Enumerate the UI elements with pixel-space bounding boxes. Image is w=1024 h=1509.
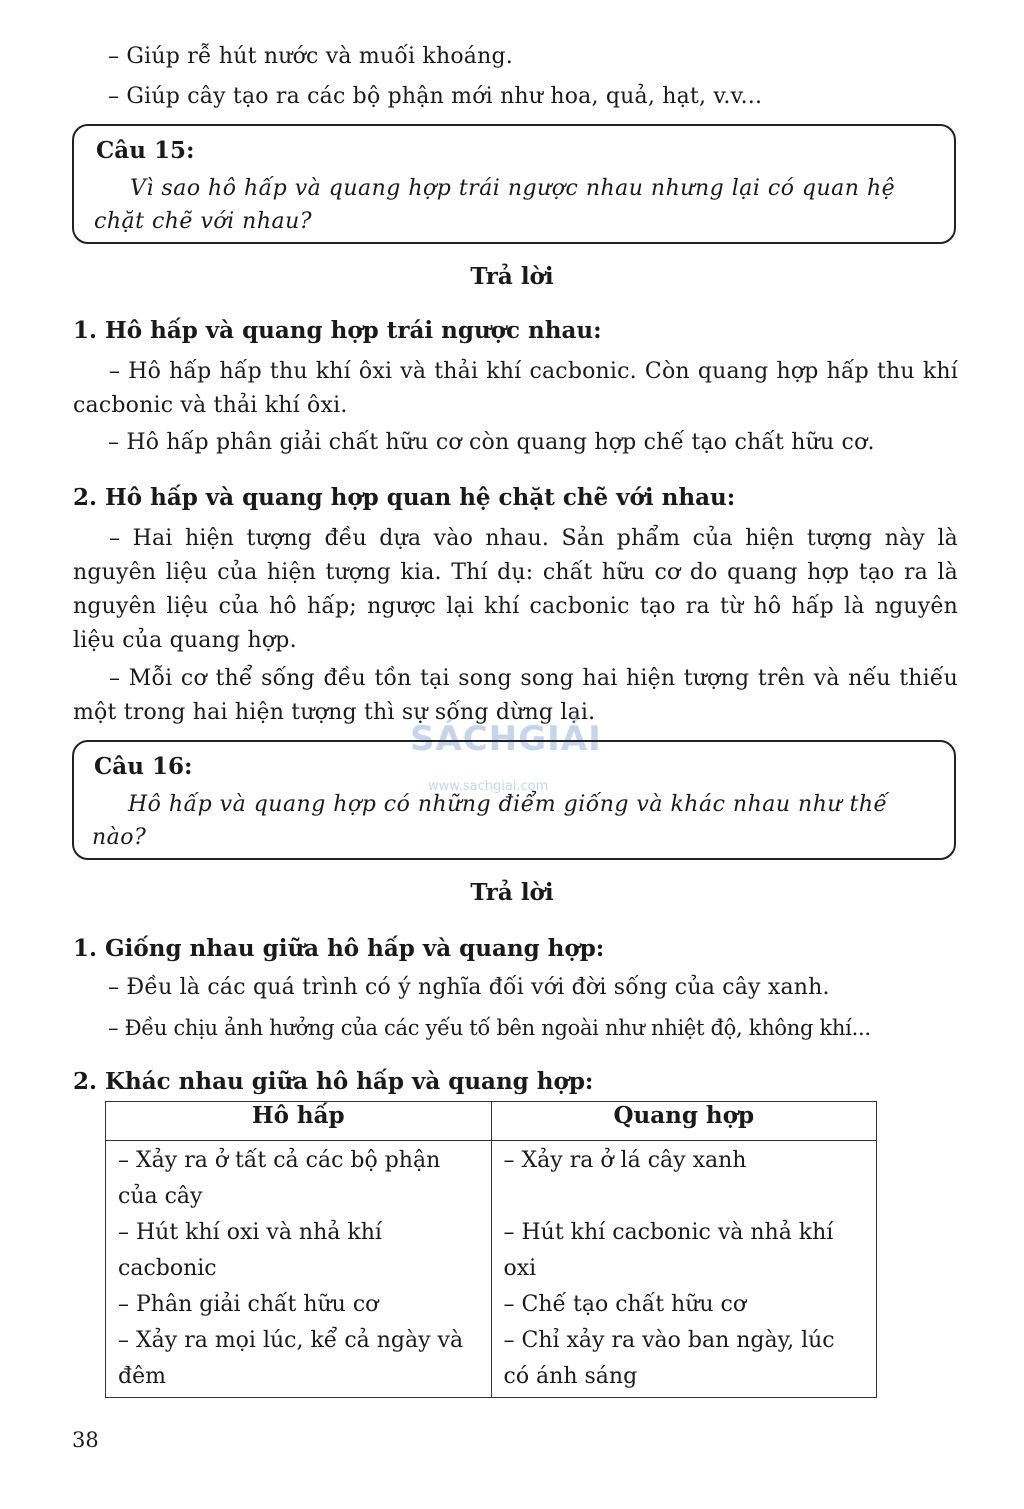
intro-line-2: – Giúp cây tạo ra các bộ phận mới như hoa, quả, hạt, v.v... bbox=[108, 84, 763, 109]
photosynthesis-item-3: – Chế tạo chất hữu cơ bbox=[503, 1292, 747, 1317]
question-15-title: Câu 15: bbox=[96, 137, 195, 164]
answer-15-section-2-para-1: – Hai hiện tượng đều dựa vào nhau. Sản phẩm của hiện tượng này là nguyên liệu của hiện tượng kia. Thí dụ: chất hữu cơ do quang hợp tạo ra là nguyên liệu của hô hấp; ngược lại khí cacbonic tạo ra từ hô hấp là nguyên liệu của quang hợp. bbox=[73, 526, 958, 653]
question-16-box bbox=[72, 740, 956, 860]
answer-15-section-1-para-2: – Hô hấp phân giải chất hữu cơ còn quang hợp chế tạo chất hữu cơ. bbox=[108, 430, 875, 455]
photosynthesis-item-1: – Xảy ra ở lá cây xanh bbox=[503, 1148, 747, 1173]
question-15-box bbox=[72, 124, 956, 244]
answer-15-section-2-title: 2. Hô hấp và quang hợp quan hệ chặt chẽ với nhau: bbox=[73, 484, 736, 511]
respiration-item-3: – Phân giải chất hữu cơ bbox=[118, 1292, 379, 1317]
respiration-item-1: – Xảy ra ở tất cả các bộ phận của cây bbox=[118, 1148, 441, 1209]
respiration-item-2: – Hút khí oxi và nhả khí cacbonic bbox=[118, 1220, 382, 1281]
answer-16-section-1-para-2: – Đều chịu ảnh hưởng của các yếu tố bên ngoài như nhiệt độ, không khí... bbox=[108, 1016, 871, 1040]
question-15-text: Vì sao hô hấp và quang hợp trái ngược nhau nhưng lại có quan hệ chặt chẽ với nhau? bbox=[94, 176, 896, 234]
answer-16-section-1-title: 1. Giống nhau giữa hô hấp và quang hợp: bbox=[73, 935, 605, 962]
question-16-title: Câu 16: bbox=[94, 753, 193, 780]
table-header-respiration: Hô hấp bbox=[106, 1102, 492, 1141]
intro-line-1: – Giúp rễ hút nước và muối khoáng. bbox=[108, 44, 513, 69]
watermark-url: www.sachgiai.com bbox=[428, 779, 549, 794]
table-header-row bbox=[106, 1102, 877, 1141]
table-cell-respiration bbox=[106, 1141, 492, 1398]
table-header-photosynthesis: Quang hợp bbox=[491, 1102, 877, 1141]
answer-16-title: Trả lời bbox=[470, 879, 554, 906]
comparison-table bbox=[105, 1101, 877, 1398]
answer-15-section-1-para-1: – Hô hấp hấp thu khí ôxi và thải khí cacbonic. Còn quang hợp hấp thu khí cacbonic và thải khí ôxi. bbox=[73, 359, 958, 418]
question-16-text: Hô hấp và quang hợp có những điểm giống và khác nhau như thế nào? bbox=[92, 792, 888, 850]
table-row bbox=[106, 1141, 877, 1398]
photosynthesis-item-4: – Chỉ xảy ra vào ban ngày, lúc có ánh sáng bbox=[503, 1328, 835, 1389]
answer-15-section-2-para-2: – Mỗi cơ thể sống đều tồn tại song song hai hiện tượng trên và nếu thiếu một trong hai hiện tượng thì sự sống dừng lại. bbox=[73, 666, 958, 725]
answer-15-section-1-title: 1. Hô hấp và quang hợp trái ngược nhau: bbox=[73, 317, 602, 344]
table-cell-photosynthesis bbox=[491, 1141, 877, 1398]
answer-16-section-1-para-1: – Đều là các quá trình có ý nghĩa đối với đời sống của cây xanh. bbox=[108, 975, 830, 1000]
page-number: 38 bbox=[72, 1428, 99, 1452]
respiration-item-4: – Xảy ra mọi lúc, kể cả ngày và đêm bbox=[118, 1328, 464, 1389]
answer-16-section-2-title: 2. Khác nhau giữa hô hấp và quang hợp: bbox=[73, 1068, 594, 1095]
answer-15-title: Trả lời bbox=[470, 263, 554, 290]
watermark-logo-text: SÁCHGIẢI bbox=[410, 719, 602, 759]
photosynthesis-item-2: – Hút khí cacbonic và nhả khí oxi bbox=[503, 1220, 834, 1281]
